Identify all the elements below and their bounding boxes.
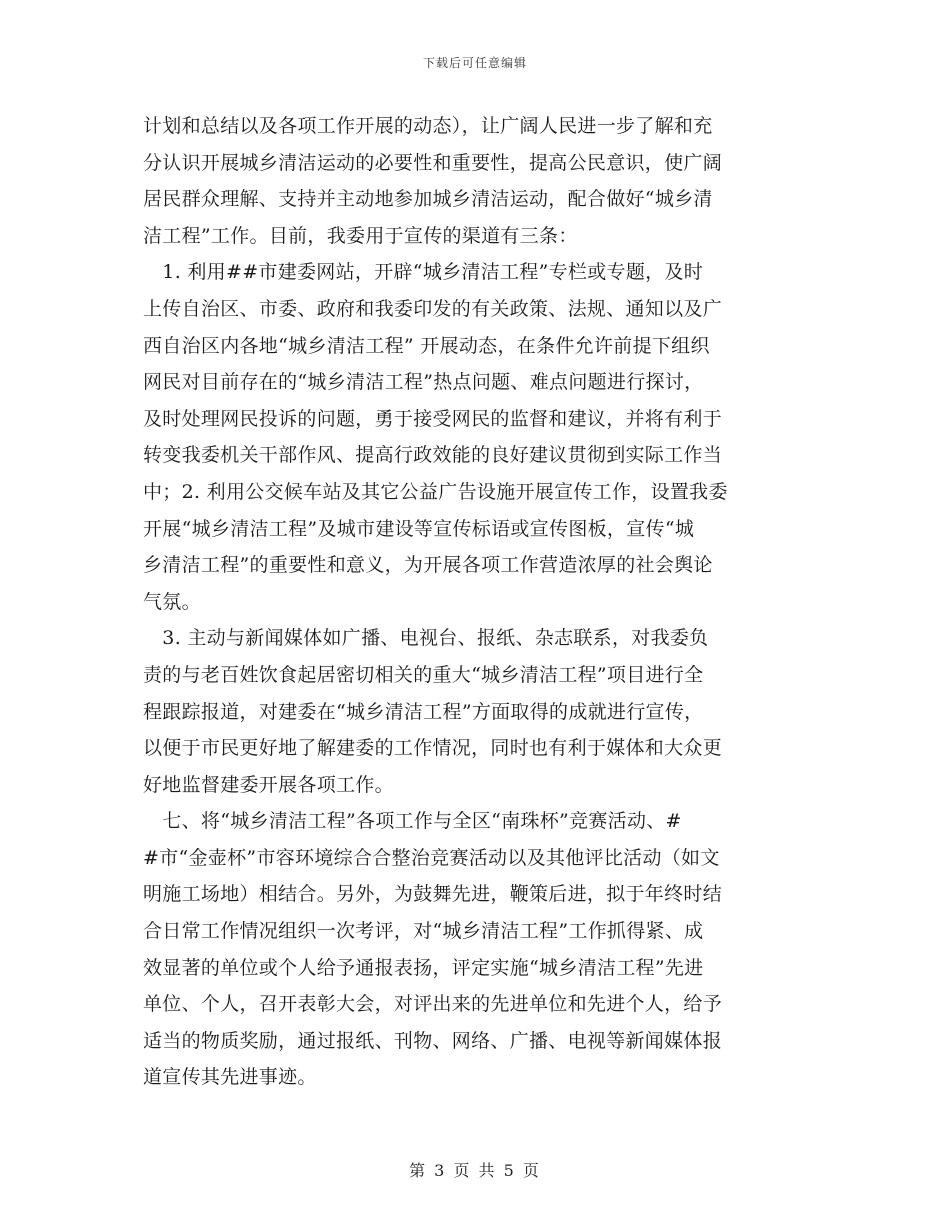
text-line: 适当的物质奖励，通过报纸、刊物、网络、广播、电视等新闻媒体报 (143, 1029, 723, 1052)
text-line: 居民群众理解、支持并主动地参加城乡清洁运动，配合做好“城乡清 (143, 188, 713, 211)
text-line: 好地监督建委开展各项工作。 (143, 773, 394, 796)
text-line: 分认识开展城乡清洁运动的必要性和重要性，提高公民意识，使广阔 (143, 151, 723, 174)
text-line: 网民对目前存在的“城乡清洁工程”热点问题、难点问题进行探讨， (143, 371, 704, 394)
text-line: 转变我委机关干部作风、提高行政效能的良好建议贯彻到实际工作当 (143, 444, 723, 467)
text-line: 上传自治区、市委、政府和我委印发的有关政策、法规、通知以及广 (143, 297, 723, 320)
text-line: 开展“城乡清洁工程”及城市建设等宣传标语或宣传图板，宣传“城 (143, 517, 695, 540)
page-footer: 第 3 页 共 5 页 (409, 1161, 541, 1180)
text-line: 七、将“城乡清洁工程”各项工作与全区“南珠杯”竞赛活动、# (143, 810, 682, 833)
text-line: 合日常工作情况组织一次考评，对“城乡清洁工程”工作抓得紧、成 (143, 920, 704, 943)
text-line: 道宣传其先进事迹。 (143, 1066, 317, 1089)
document-body (143, 108, 811, 1096)
text-line: 效显著的单位或个人给予通报表扬，评定实施“城乡清洁工程”先进 (143, 956, 704, 979)
text-line: 计划和总结以及各项工作开展的动态），让广阔人民进一步了解和充 (143, 115, 713, 137)
text-line: 责的与老百姓饮食起居密切相关的重大“城乡清洁工程”项目进行全 (143, 663, 704, 686)
page-header: 下载后可任意编辑 (422, 56, 527, 70)
text-line: 程跟踪报道，对建委在“城乡清洁工程”方面取得的成就进行宣传， (143, 700, 704, 723)
text-line: 以便于市民更好地了解建委的工作情况，同时也有利于媒体和大众更 (143, 737, 723, 760)
text-line: 中；2. 利用公交候车站及其它公益广告设施开展宣传工作，设置我委 (143, 480, 728, 503)
text-line: 西自治区内各地“城乡清洁工程” 开展动态，在条件允许前提下组织 (143, 334, 710, 357)
text-line: 单位、个人，召开表彰大会，对评出来的先进单位和先进个人，给予 (143, 993, 723, 1016)
text-line: 1. 利用##市建委网站，开辟“城乡清洁工程”专栏或专题，及时 (143, 261, 704, 284)
text-line: 气氛。 (143, 590, 201, 613)
text-line: #市“金壶杯”市容环境综合合整治竞赛活动以及其他评比活动（如文 (143, 846, 720, 869)
text-line: 洁工程”工作。目前，我委用于宣传的渠道有三条： (143, 224, 578, 247)
text-line: 乡清洁工程”的重要性和意义，为开展各项工作营造浓厚的社会舆论 (143, 554, 713, 577)
text-line: 明施工场地）相结合。另外，为鼓舞先进，鞭策后进，拟于年终时结 (143, 883, 723, 906)
text-line: 3. 主动与新闻媒体如广播、电视台、报纸、杂志联系，对我委负 (143, 627, 709, 650)
text-line: 及时处理网民投诉的问题，勇于接受网民的监督和建议，并将有利于 (143, 407, 723, 430)
